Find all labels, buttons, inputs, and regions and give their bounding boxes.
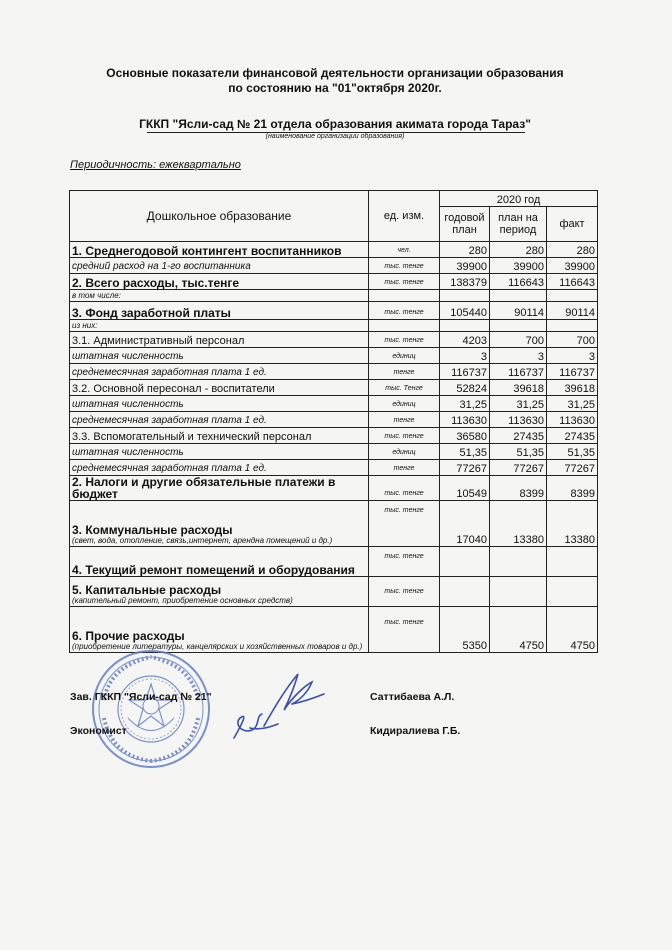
organization-stamp (90, 648, 212, 770)
table-row: средний расход на 1-го воспитанника тыс. тенге 39900 39900 39900 (70, 258, 598, 274)
head-signature-name: Саттибаева А.Л. (370, 691, 455, 703)
table-row: среднемесячная заработная плата 1 ед. тенге 77267 77267 77267 (70, 460, 598, 476)
table-row: 2. Налоги и другие обязательные платежи в бюджет тыс. тенге 10549 8399 8399 (70, 476, 598, 501)
report-title-line2: по состоянию на "01"октября 2020г. (228, 81, 442, 95)
signature (228, 668, 338, 748)
organization-caption: (наименование организации образования) (265, 133, 405, 140)
table-row: 3.1. Административный персонал тыс. тенге 4203 700 700 (70, 332, 598, 348)
table-row: 5. Капитальные расходы (капительный ремонт, приобретение основных средств) тыс. тенге (70, 577, 598, 607)
table-row: среднемесячная заработная плата 1 ед. тенге 116737 116737 116737 (70, 364, 598, 380)
row-subtitle: (капительный ремонт, приобретение основных средств) (72, 596, 293, 605)
periodicity-label: Периодичность: ежеквартально (70, 159, 241, 171)
table-row: среднемесячная заработная плата 1 ед. тенге 113630 113630 113630 (70, 412, 598, 428)
header-preschool: Дошкольное образование (70, 191, 369, 242)
table-row: 3.3. Вспомогательный и технический персонал тыс. тенге 36580 27435 27435 (70, 428, 598, 444)
report-title-line1: Основные показатели финансовой деятельности организации образования (106, 66, 564, 80)
table-row: 6. Прочие расходы (приобретение литературы, канцелярских и хозяйственных товаров и др.) тыс. тенге 5350 4750 4750 (70, 607, 598, 653)
organization-name: ГККП "Ясли-сад № 21 отдела образования акимата города Тараз" (139, 117, 531, 131)
financial-report-table (69, 190, 598, 653)
row-title: 6. Прочие расходы (72, 629, 185, 643)
table-row: в том числе: (70, 290, 598, 302)
table-row: из них: (70, 320, 598, 332)
header-fact: факт (547, 206, 598, 241)
head-signature-label: Зав. ГККП "Ясли-сад № 21" (70, 691, 212, 703)
table-row: 3. Коммунальные расходы (свет, вода, отопление, связь,интернет, арендна помещений и др.) тыс. тенге 17040 13380 13380 (70, 501, 598, 547)
header-period-plan: план на период (490, 206, 547, 241)
table-row: 2. Всего расходы, тыс.тенге тыс. тенге 138379 116643 116643 (70, 274, 598, 290)
header-annual-plan: годовой план (440, 206, 490, 241)
table-row: штатная численность единиц 31,25 31,25 31,25 (70, 396, 598, 412)
economist-signature-name: Кидиралиева Г.Б. (370, 725, 461, 737)
header-year: 2020 год (440, 191, 598, 207)
table-row: 3. Фонд заработной платы тыс. тенге 105440 90114 90114 (70, 302, 598, 320)
table-row: 4. Текущий ремонт помещений и оборудования тыс. тенге (70, 547, 598, 577)
header-unit: ед. изм. (369, 191, 440, 242)
row-title: 3. Коммунальные расходы (72, 523, 233, 537)
table-row: штатная численность единиц 3 3 3 (70, 348, 598, 364)
table-row: штатная численность единиц 51,35 51,35 51,35 (70, 444, 598, 460)
row-subtitle: (приобретение литературы, канцелярских и хозяйственных товаров и др.) (72, 642, 363, 651)
row-title: 5. Капитальные расходы (72, 583, 222, 597)
table-row: 3.2. Основной пересонал - воспитатели тыс. Тенге 52824 39618 39618 (70, 380, 598, 396)
table-row: 1. Среднегодовой контингент воспитанников чел. 280 280 280 (70, 242, 598, 258)
economist-signature-label: Экономист (70, 725, 127, 737)
row-subtitle: (свет, вода, отопление, связь,интернет, арендна помещений и др.) (72, 536, 333, 545)
